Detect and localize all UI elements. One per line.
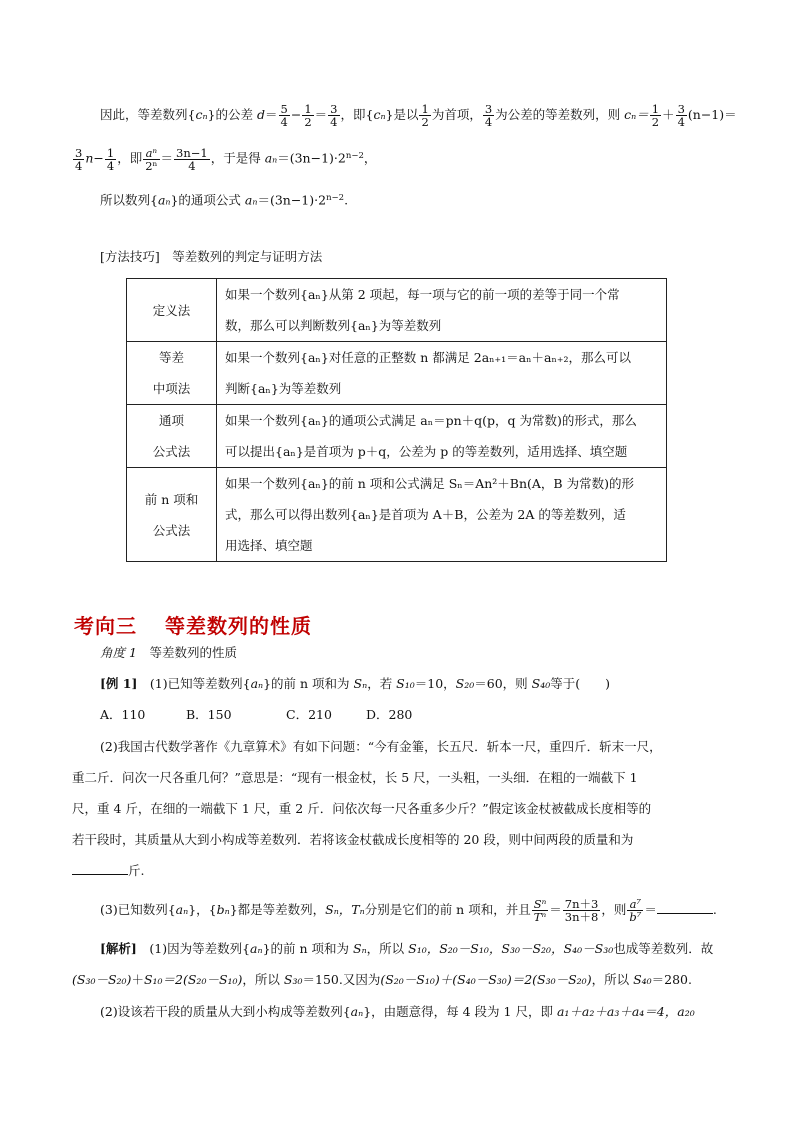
method-description: 如果一个数列{aₙ}从第 2 项起，每一项与它的前一项的差等于同一个常 数，那么可以判断数列{aₙ}为等差数列 [217, 279, 667, 342]
question-2-line-3: 尺，重 4 斤，在细的一端截下 1 尺，重 2 斤．问依次每一尺各重多少斤？”假定该金杖被截成长度相等的 [72, 801, 652, 816]
option-d: D．280 [366, 707, 413, 722]
fraction: $\frac{1}{2}$ [421, 102, 429, 130]
question-2-line-4: 若干段时，其质量从大到小构成等差数列．若将该金杖截成长度相等的 20 段，则中间两段的质量和为 [72, 832, 634, 847]
fraction: $\frac{3n-1}{4}$ [176, 145, 208, 173]
fraction: $\frac{5}{4}$ [280, 102, 288, 130]
example-question-3: (3)已知数列{aₙ}，{bₙ}都是等差数列，Sₙ，Tₙ分别是它们的前 n 项和，并且 $\frac{\text{Sⁿ}}{\text{Tⁿ}}$ ＝ $\frac{7n+3}{3n+8}$ ，则 $\frac{\text{a⁷}}{\text{b⁷}}$ ＝ . [100, 897, 717, 925]
table-row [127, 468, 667, 562]
fraction: $\frac{3}{4}$ [484, 102, 493, 130]
fraction: $\frac{1}{2}$ [304, 102, 312, 130]
option-b: B．150 [186, 707, 232, 722]
example-question-1: [例 1] (1)已知等差数列{aₙ}的前 n 项和为 Sₙ，若 S₁₀＝10，S₂₀＝60，则 S₄₀等于( ) [100, 676, 611, 691]
fraction: $\frac{7n+3}{3n+8}$ [564, 897, 599, 925]
question-2-line-2: 重二斤．问次一尺各重几何？”意思是：“现有一根金杖，长 5 尺，一头粗，一头细．在粗的一端截下 1 [72, 770, 638, 785]
question-2-line-5: 斤. [72, 861, 144, 881]
method-name: 等差 中项法 [127, 342, 217, 405]
paragraph-line-3: 所以数列{aₙ}的通项公式 $a_n=(3n-1)\cdot 2^{n-2}$. [100, 192, 349, 208]
fraction: $\frac{1}{4}$ [106, 145, 115, 173]
answer-blank[interactable] [657, 901, 713, 914]
fraction: $\frac{3}{4}$ [75, 145, 83, 173]
method-description: 如果一个数列{aₙ}的前 n 项和公式满足 Sₙ＝An²＋Bn(A，B 为常数)的形 式，那么可以得出数列{aₙ}是首项为 A＋B，公差为 2A 的等差数列，适 用选择、填空题 [217, 468, 667, 562]
fraction: $\frac{3}{4}$ [330, 102, 338, 130]
option-a: A．110 [100, 707, 146, 722]
section-heading: 考向三 等差数列的性质 [74, 614, 312, 638]
answer-options [100, 705, 412, 725]
fraction: $\frac{1}{2}$ [651, 102, 660, 130]
fraction: $\frac{\text{Sⁿ}}{\text{Tⁿ}}$ [533, 897, 547, 925]
method-tips-title: [方法技巧] 等差数列的判定与证明方法 [100, 249, 323, 264]
table-row [127, 279, 667, 342]
fraction: $\frac{\text{a⁷}}{\text{b⁷}}$ [629, 897, 642, 925]
answer-blank[interactable] [72, 862, 128, 875]
analysis-line-2: (S₃₀－S₂₀)＋S₁₀＝2(S₂₀－S₁₀)，所以 S₃₀＝150.又因为(S₂₀－S₁₀)＋(S₄₀－S₃₀)＝2(S₃₀－S₂₀)，所以 S₄₀＝280. [72, 972, 692, 987]
analysis-line-3: (2)设该若干段的质量从大到小构成等差数列{aₙ}，由题意得，每 4 段为 1 尺，即 a₁＋a₂＋a₃＋a₄＝4，a₂₀ [100, 1004, 695, 1019]
method-description: 如果一个数列{aₙ}的通项公式满足 aₙ＝pn＋q(p，q 为常数)的形式，那么 可以提出{aₙ}是首项为 p＋q，公差为 p 的等差数列，适用选择、填空题 [217, 405, 667, 468]
method-name: 通项 公式法 [127, 405, 217, 468]
method-name: 定义法 [127, 279, 217, 342]
fraction: $\frac{3}{4}$ [677, 102, 685, 130]
table-row [127, 342, 667, 405]
analysis-line-1: [解析] (1)因为等差数列{aₙ}的前 n 项和为 Sₙ，所以 S₁₀，S₂₀－S₁₀，S₃₀－S₂₀，S₄₀－S₃₀也成等差数列．故 [100, 941, 714, 956]
method-description: 如果一个数列{aₙ}对任意的正整数 n 都满足 2aₙ₊₁＝aₙ＋aₙ₊₂，那么可以 判断{aₙ}为等差数列 [217, 342, 667, 405]
paragraph-line-2: $\frac{3}{4}$ n− $\frac{1}{4}$ ，即 $\frac{\text{aⁿ}}{\text{2ⁿ}}$ ＝ $\frac{3n-1}{4}$ ，于是得 $a_n=(3n-1)\cdot 2^{n-2}$， [75, 145, 377, 173]
method-name: 前 n 项和 公式法 [127, 468, 217, 562]
paragraph-line-1: 因此，等差数列{cₙ}的公差 d＝ $\frac{5}{4}$ − $\frac{1}{2}$ ＝ $\frac{3}{4}$ ，即{cₙ}是以 $\frac{1}{2}$ 为首项， $\frac{3}{4}$ 为公差的等差数列，则 cₙ＝ $\frac{1}{2}$ ＋ $\frac{3}{4}$ (n−1)＝ [100, 102, 737, 130]
option-c: C．210 [286, 707, 332, 722]
fraction: $\frac{\text{aⁿ}}{\text{2ⁿ}}$ [145, 145, 158, 173]
question-2-line-1: (2)我国古代数学著作《九章算术》有如下问题：“今有金箠，长五尺．斩本一尺，重四斤．斩末一尺， [100, 739, 662, 754]
table-row [127, 405, 667, 468]
method-table [126, 278, 667, 562]
angle-heading: 角度 1 等差数列的性质 [100, 645, 237, 660]
